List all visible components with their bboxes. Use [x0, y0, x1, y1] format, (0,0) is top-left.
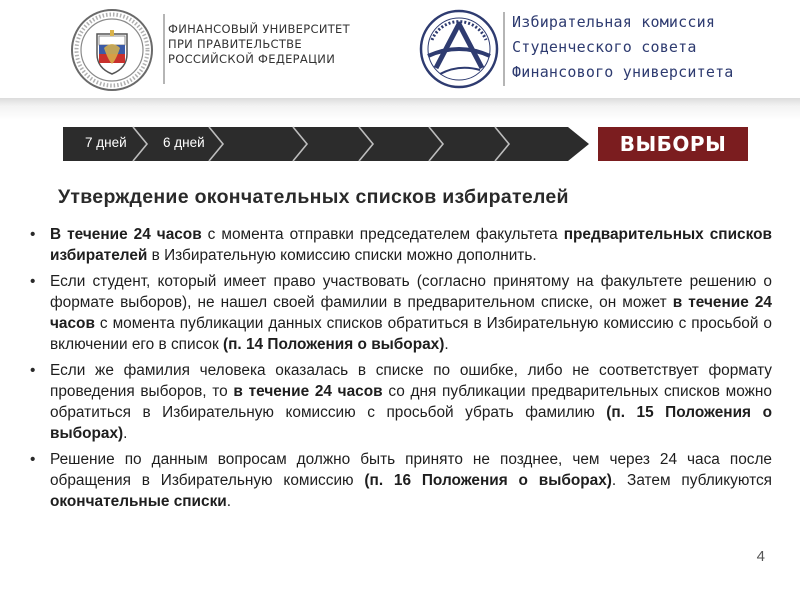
commission-name-line: Студенческого совета [512, 38, 697, 56]
text-run: . [444, 336, 449, 353]
university-name-line: РОССИЙСКОЙ ФЕДЕРАЦИИ [168, 52, 336, 66]
elections-badge: ВЫБОРЫ [598, 127, 748, 161]
bold-text-run: (п. 16 Положения о выборах) [364, 472, 612, 489]
commission-name [512, 10, 782, 85]
text-run: Если же фамилия человека оказалась в списке по ошибке, либо не соответствует формату проведения выборов, то [50, 362, 772, 400]
bold-text-run: окончательные списки [50, 493, 227, 510]
bold-text-run: в течение 24 часов [233, 383, 383, 400]
bullet-item [30, 224, 772, 266]
bullet-item [30, 449, 772, 512]
bullet-item [30, 360, 772, 444]
text-run: . Затем публикуются [611, 472, 772, 489]
bullet-list [30, 224, 772, 517]
text-run: с момента публикации данных списков обратиться в Избирательную комиссию с просьбой о включении его в список [50, 315, 772, 353]
commission-name-line: Избирательная комиссия [512, 13, 716, 31]
commission-name-line: Финансового университета [512, 63, 734, 81]
text-run: . [226, 493, 232, 510]
slide-header [0, 0, 800, 98]
text-run: в Избирательную комиссию списки можно дополнить. [147, 247, 537, 264]
text-run: Решение по данным вопросам должно быть принято не позднее, чем через 24 часа после обращения в Избирательную комиссию [50, 451, 772, 489]
page-number: 4 [756, 548, 765, 565]
timeline-arrow [63, 125, 591, 163]
university-name-line: ПРИ ПРАВИТЕЛЬСТВЕ [168, 37, 302, 51]
text-run: со дня публикации предварительных списков можно обратиться в Избирательную комиссию с просьбой убрать фамилию [50, 383, 772, 421]
bold-text-run: (п. 14 Положения о выборах) [223, 336, 445, 353]
bold-text-run: в течение 24 часов [50, 294, 772, 332]
election-timeline [63, 125, 591, 163]
slide-title: Утверждение окончательных списков избирателей [58, 186, 569, 208]
election-commission-logo-icon [418, 6, 500, 92]
bold-text-run: предварительных списков избирателей [50, 226, 772, 264]
bold-text-run: (п. 15 Положения о выборах) [50, 404, 772, 442]
bullet-item [30, 271, 772, 355]
header-shadow-rule [0, 98, 800, 120]
university-emblem-icon [70, 8, 154, 92]
timeline-step-7-days: 7 дней [85, 135, 127, 150]
text-run: . [123, 425, 128, 442]
text-run: с момента отправки председателем факультета [201, 226, 564, 243]
timeline-step-6-days: 6 дней [163, 135, 205, 150]
text-run: Если студент, который имеет право участвовать (согласно принятому на факультете решению о формате выборов), не нашел своей фамилии в предварительном списке, он может [50, 273, 772, 311]
university-divider [163, 14, 165, 84]
commission-divider [503, 12, 505, 86]
university-name-line: ФИНАНСОВЫЙ УНИВЕРСИТЕТ [168, 22, 350, 36]
bold-text-run: В течение 24 часов [50, 226, 202, 243]
university-name [168, 22, 373, 67]
